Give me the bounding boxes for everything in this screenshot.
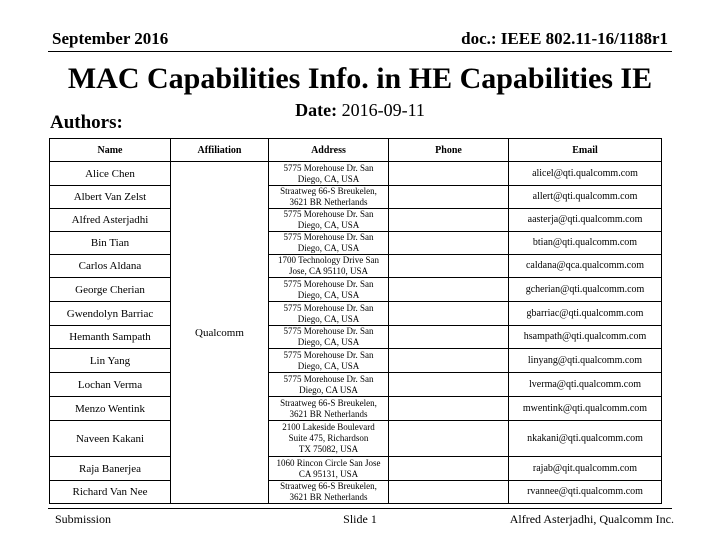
author-address bbox=[269, 209, 389, 232]
address-line: 1700 Technology Drive San bbox=[278, 255, 379, 265]
author-name: Alfred Asterjadhi bbox=[50, 209, 171, 232]
author-email: gcherian@qti.qualcomm.com bbox=[509, 278, 662, 302]
header-doc-id: doc.: IEEE 802.11-16/1188r1 bbox=[461, 29, 668, 48]
author-address bbox=[269, 162, 389, 186]
address-line: Diego, CA USA bbox=[299, 384, 358, 395]
table-row bbox=[50, 278, 662, 302]
author-address bbox=[269, 326, 389, 349]
address-line: 5775 Morehouse Dr. San bbox=[283, 349, 374, 360]
address-line: Jose, CA 95110, USA bbox=[289, 266, 368, 276]
address-line: 3621 BR Netherlands bbox=[289, 197, 368, 207]
footer-rule bbox=[48, 508, 672, 509]
author-name: Lochan Verma bbox=[50, 373, 171, 397]
address-line: 2100 Lakeside Boulevard bbox=[282, 422, 375, 432]
author-address bbox=[269, 349, 389, 373]
address-line: Diego, CA, USA bbox=[297, 220, 360, 230]
author-address bbox=[269, 457, 389, 481]
table-row bbox=[50, 162, 662, 186]
address-line: Straatweg 66-S Breukelen, bbox=[280, 397, 377, 408]
address-line: 3621 BR Netherlands bbox=[289, 492, 368, 502]
date-value: 2016-09-11 bbox=[341, 100, 425, 120]
address-line: 3621 BR Netherlands bbox=[289, 408, 368, 419]
table-row bbox=[50, 397, 662, 421]
author-email: lverma@qti.qualcomm.com bbox=[509, 373, 662, 397]
col-header-email: Email bbox=[509, 139, 662, 162]
address-line: Diego, CA, USA bbox=[297, 289, 360, 300]
header-rule bbox=[48, 51, 672, 52]
address-line: 5775 Morehouse Dr. San bbox=[283, 162, 374, 173]
table-header-row bbox=[50, 139, 662, 162]
col-header-address: Address bbox=[269, 139, 389, 162]
address-line: Diego, CA, USA bbox=[297, 173, 360, 184]
table-row bbox=[50, 421, 662, 457]
table-row bbox=[50, 373, 662, 397]
address-line: 1060 Rincon Circle San Jose bbox=[276, 457, 381, 468]
address-line: Diego, CA, USA bbox=[297, 337, 360, 347]
address-line: Diego, CA, USA bbox=[297, 243, 360, 253]
author-phone bbox=[389, 255, 509, 278]
author-name: Richard Van Nee bbox=[50, 481, 171, 504]
author-address bbox=[269, 481, 389, 504]
author-phone bbox=[389, 278, 509, 302]
author-email: rvannee@qti.qualcomm.com bbox=[509, 481, 662, 504]
author-name: Lin Yang bbox=[50, 349, 171, 373]
footer-submission: Submission bbox=[55, 512, 112, 526]
author-address bbox=[269, 278, 389, 302]
author-address bbox=[269, 186, 389, 209]
address-line: 5775 Morehouse Dr. San bbox=[283, 326, 374, 336]
address-line: CA 95131, USA bbox=[298, 468, 359, 479]
author-name: Alice Chen bbox=[50, 162, 171, 186]
author-email: rajab@qit.qualcomm.com bbox=[509, 457, 662, 481]
author-phone bbox=[389, 162, 509, 186]
author-name: Carlos Aldana bbox=[50, 255, 171, 278]
author-email: allert@qti.qualcomm.com bbox=[509, 186, 662, 209]
col-header-name: Name bbox=[50, 139, 171, 162]
author-phone bbox=[389, 232, 509, 255]
author-name: George Cherian bbox=[50, 278, 171, 302]
col-header-affiliation: Affiliation bbox=[171, 139, 269, 162]
author-address bbox=[269, 232, 389, 255]
author-phone bbox=[389, 481, 509, 504]
table-body bbox=[50, 162, 662, 504]
author-email: linyang@qti.qualcomm.com bbox=[509, 349, 662, 373]
author-email: hsampath@qti.qualcomm.com bbox=[509, 326, 662, 349]
author-address bbox=[269, 302, 389, 326]
footer-author: Alfred Asterjadhi, Qualcomm Inc. bbox=[509, 512, 674, 526]
header-date: September 2016 bbox=[52, 29, 169, 48]
authors-heading: Authors: bbox=[50, 112, 123, 133]
author-phone bbox=[389, 397, 509, 421]
table-row bbox=[50, 326, 662, 349]
author-phone bbox=[389, 326, 509, 349]
author-name: Gwendolyn Barriac bbox=[50, 302, 171, 326]
slide-title: MAC Capabilities Info. in HE Capabilities IE bbox=[67, 62, 653, 95]
table-row bbox=[50, 349, 662, 373]
table-row bbox=[50, 209, 662, 232]
date-label: Date: bbox=[295, 100, 338, 120]
author-phone bbox=[389, 349, 509, 373]
author-email: nkakani@qti.qualcomm.com bbox=[509, 421, 662, 457]
author-email: alicel@qti.qualcomm.com bbox=[509, 162, 662, 186]
authors-table bbox=[49, 138, 662, 504]
address-line: Diego, CA, USA bbox=[297, 360, 360, 371]
author-address bbox=[269, 421, 389, 457]
author-phone bbox=[389, 209, 509, 232]
table-row bbox=[50, 232, 662, 255]
author-phone bbox=[389, 373, 509, 397]
address-line: Straatweg 66-S Breukelen, bbox=[280, 481, 377, 491]
author-name: Naveen Kakani bbox=[50, 421, 171, 457]
table-row bbox=[50, 255, 662, 278]
author-email: btian@qti.qualcomm.com bbox=[509, 232, 662, 255]
author-phone bbox=[389, 302, 509, 326]
author-name: Hemanth Sampath bbox=[50, 326, 171, 349]
author-email: caldana@qca.qualcomm.com bbox=[509, 255, 662, 278]
address-line: Diego, CA, USA bbox=[297, 313, 360, 324]
author-phone bbox=[389, 186, 509, 209]
address-line: Straatweg 66-S Breukelen, bbox=[280, 186, 377, 196]
author-affiliation: Qualcomm bbox=[171, 162, 269, 504]
author-name: Albert Van Zelst bbox=[50, 186, 171, 209]
author-name: Bin Tian bbox=[50, 232, 171, 255]
author-address bbox=[269, 397, 389, 421]
table-row bbox=[50, 302, 662, 326]
address-line: 5775 Morehouse Dr. San bbox=[283, 278, 374, 289]
table-row bbox=[50, 481, 662, 504]
address-line: Suite 475, Richardson bbox=[288, 433, 369, 443]
author-name: Menzo Wentink bbox=[50, 397, 171, 421]
address-line: 5775 Morehouse Dr. San bbox=[283, 373, 374, 384]
address-line: 5775 Morehouse Dr. San bbox=[283, 232, 374, 242]
author-address bbox=[269, 373, 389, 397]
author-phone bbox=[389, 421, 509, 457]
table-row bbox=[50, 457, 662, 481]
table-row bbox=[50, 186, 662, 209]
address-line: 5775 Morehouse Dr. San bbox=[283, 209, 374, 219]
footer-slide-number: Slide 1 bbox=[343, 512, 377, 526]
author-phone bbox=[389, 457, 509, 481]
col-header-phone: Phone bbox=[389, 139, 509, 162]
author-email: gbarriac@qti.qualcomm.com bbox=[509, 302, 662, 326]
address-line: TX 75082, USA bbox=[298, 444, 359, 454]
author-email: aasterja@qti.qualcomm.com bbox=[509, 209, 662, 232]
address-line: 5775 Morehouse Dr. San bbox=[283, 302, 374, 313]
author-email: mwentink@qti.qualcomm.com bbox=[509, 397, 662, 421]
author-address bbox=[269, 255, 389, 278]
author-name: Raja Banerjea bbox=[50, 457, 171, 481]
